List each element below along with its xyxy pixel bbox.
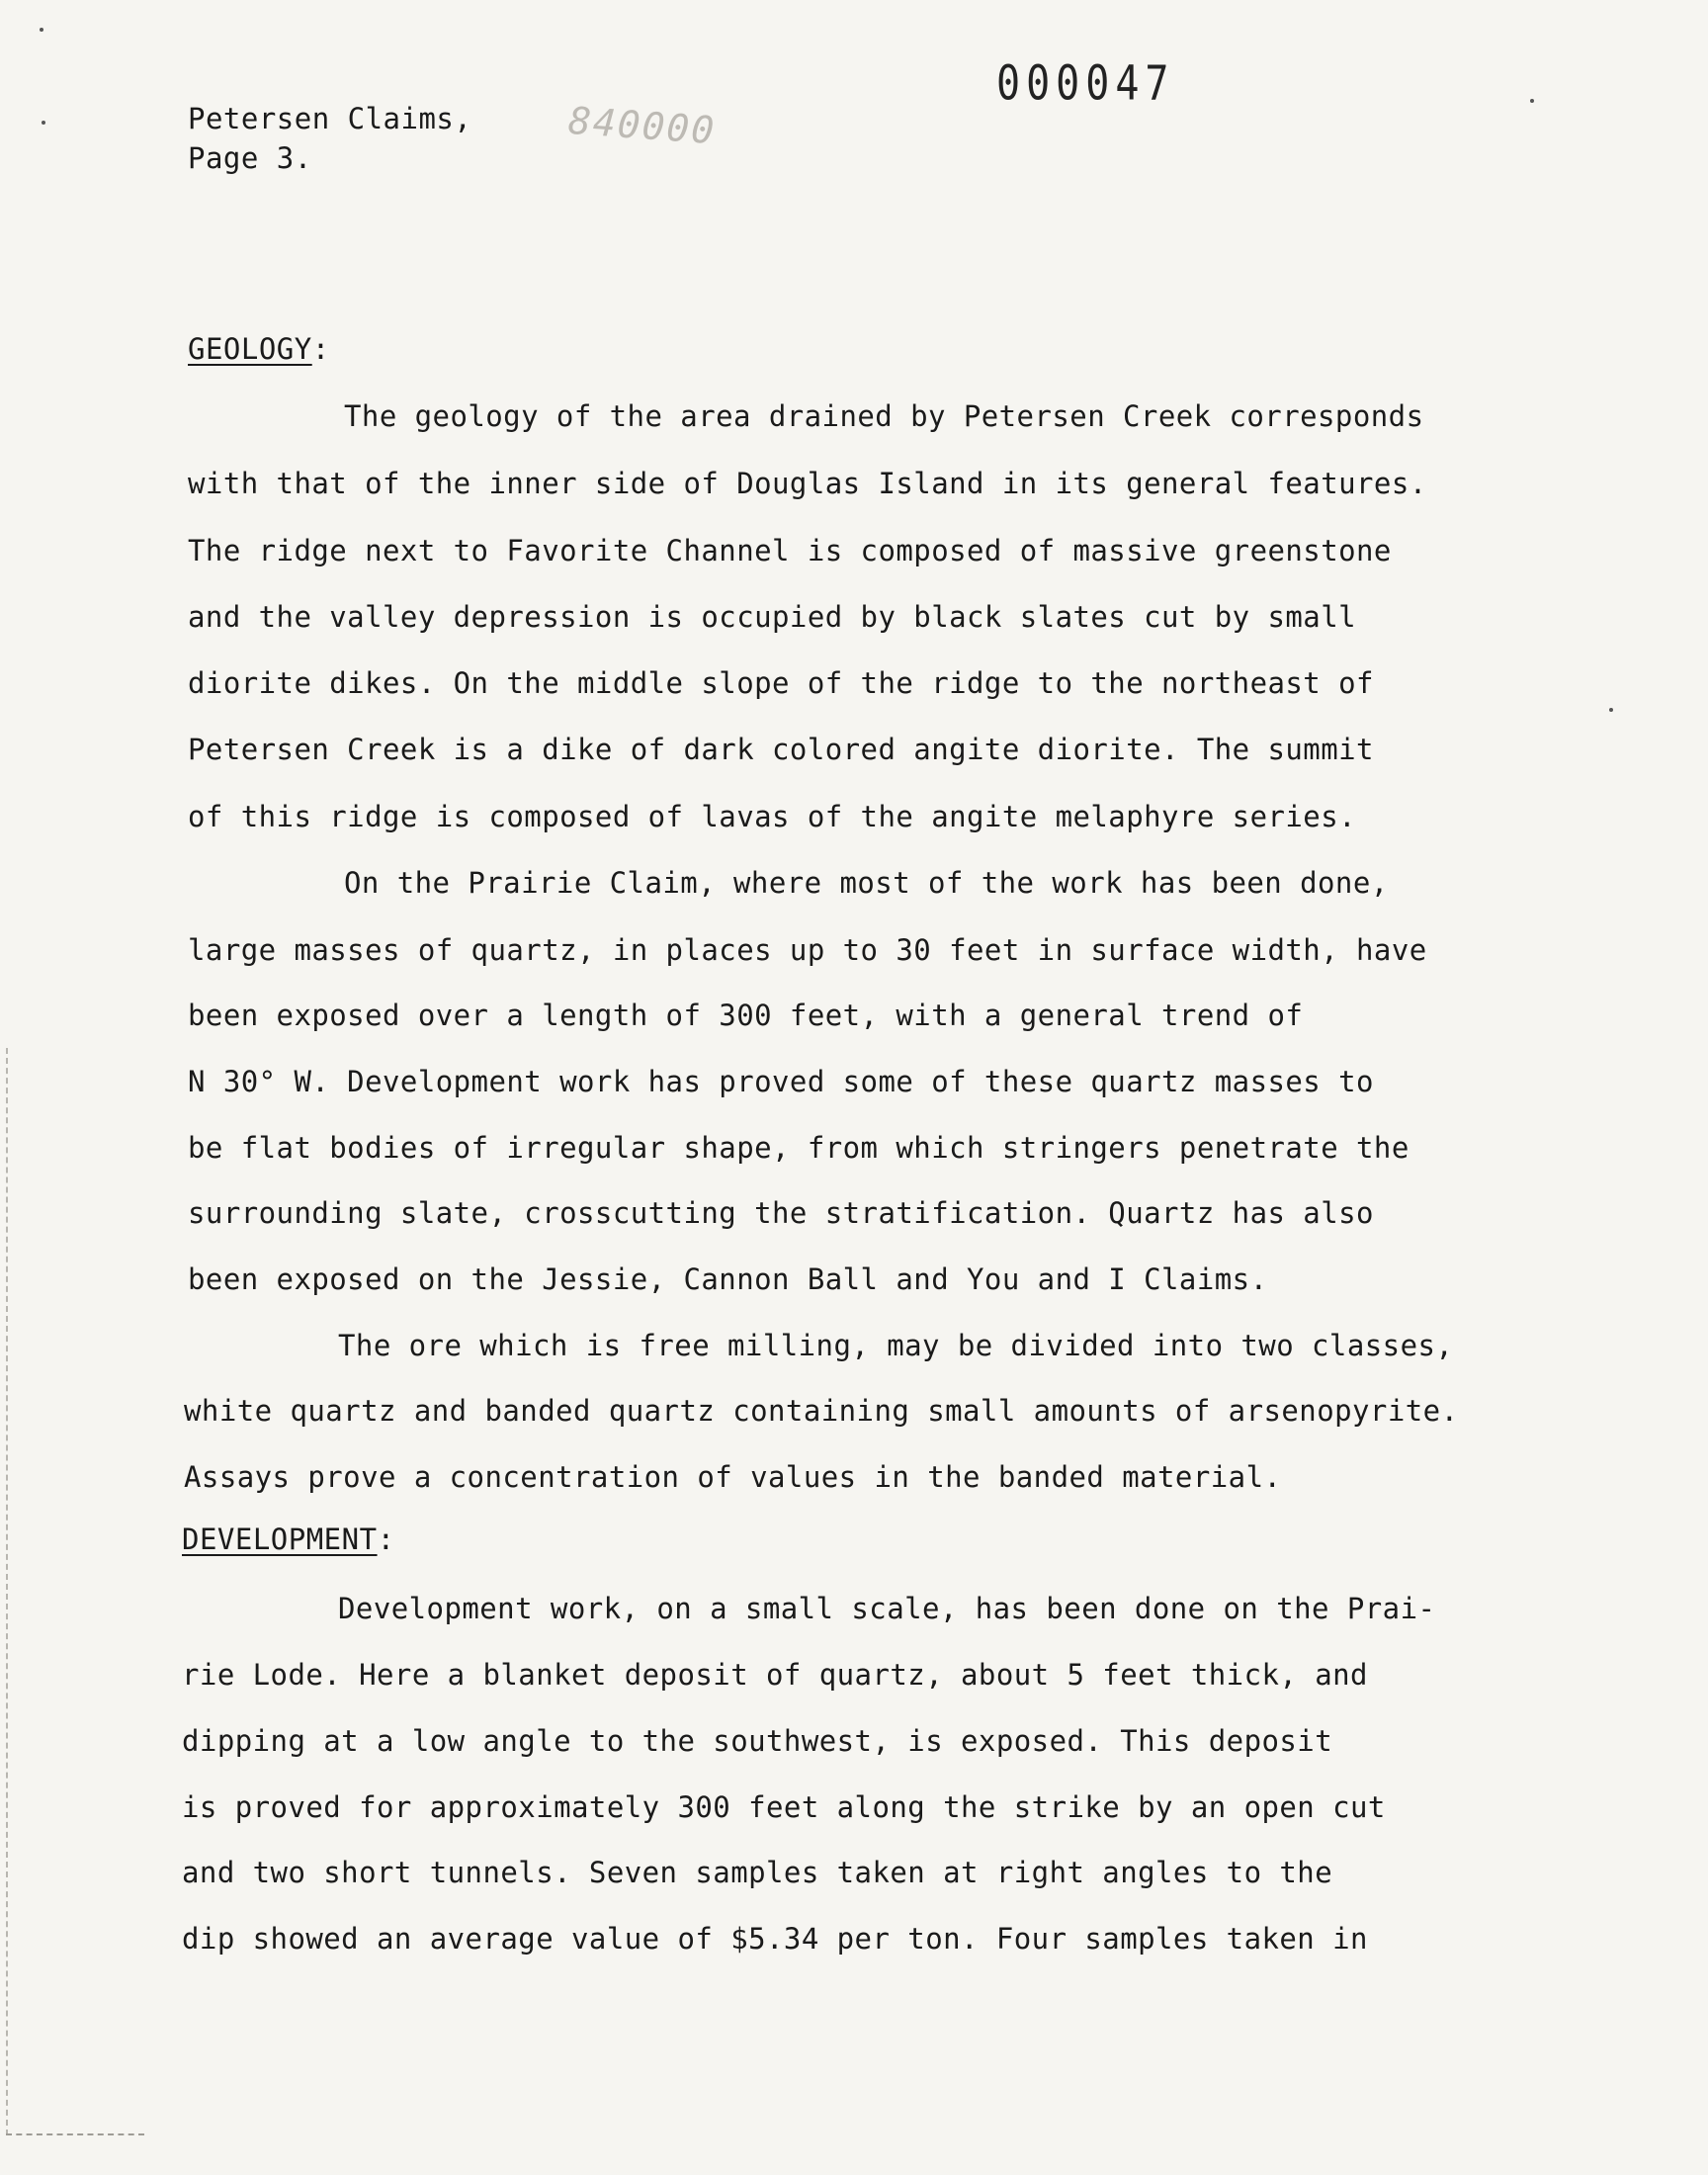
development-line: Development work, on a small scale, has been done on the Prai- [338,1592,1436,1625]
geology-line: On the Prairie Claim, where most of the work has been done, [344,866,1389,900]
geology-line: and the valley depression is occupied by black slates cut by small [188,600,1357,634]
development-line: dip showed an average value of $5.34 per ton. Four samples taken in [182,1922,1368,1956]
scan-edge-bottom [6,2133,144,2135]
geology-line: Petersen Creek is a dike of dark colored angite diorite. The summit [188,733,1374,766]
scan-speck [1609,708,1613,712]
geology-line: been exposed on the Jessie, Cannon Ball and You and I Claims. [188,1262,1268,1296]
geology-line: be flat bodies of irregular shape, from which stringers penetrate the [188,1131,1409,1165]
page-header [188,99,471,178]
faint-stamp: 840000 [566,98,718,153]
geology-line: The ore which is free milling, may be divided into two classes, [338,1329,1454,1362]
development-line: and two short tunnels. Seven samples taken at right angles to the [182,1856,1333,1889]
geology-line: The ridge next to Favorite Channel is composed of massive greenstone [188,534,1392,567]
header-page-number: Page 3. [188,141,312,175]
geology-line: been exposed over a length of 300 feet, with a general trend of [188,999,1304,1032]
geology-heading-text: GEOLOGY [188,332,312,366]
scan-speck [40,28,43,32]
geology-line: white quartz and banded quartz containing small amounts of arsenopyrite. [184,1394,1459,1428]
geology-line: diorite dikes. On the middle slope of the ridge to the northeast of [188,666,1374,700]
geology-heading [188,332,330,366]
geology-line: with that of the inner side of Douglas Island in its general features. [188,467,1427,500]
document-stamp-number: 000047 [996,56,1175,112]
geology-line: large masses of quartz, in places up to 30 feet in surface width, have [188,933,1427,967]
development-heading-text: DEVELOPMENT [182,1522,378,1556]
geology-line: Assays prove a concentration of values in the banded material. [184,1460,1282,1494]
geology-line: N 30° W. Development work has proved some of these quartz masses to [188,1065,1374,1098]
development-heading [182,1522,395,1556]
development-line: is proved for approximately 300 feet along the strike by an open cut [182,1790,1386,1824]
geology-line: The geology of the area drained by Petersen Creek corresponds [344,399,1424,433]
development-line: dipping at a low angle to the southwest, is exposed. This deposit [182,1724,1333,1758]
development-heading-colon: : [377,1522,395,1556]
geology-line: of this ridge is composed of lavas of the angite melaphyre series. [188,800,1357,833]
geology-heading-colon: : [311,332,330,366]
development-line: rie Lode. Here a blanket deposit of quartz, about 5 feet thick, and [182,1658,1368,1692]
header-title: Petersen Claims, [188,102,472,135]
scan-speck [1530,99,1534,103]
scan-speck [42,121,45,125]
scan-edge-left [6,1048,8,2135]
geology-line: surrounding slate, crosscutting the stratification. Quartz has also [188,1196,1374,1230]
